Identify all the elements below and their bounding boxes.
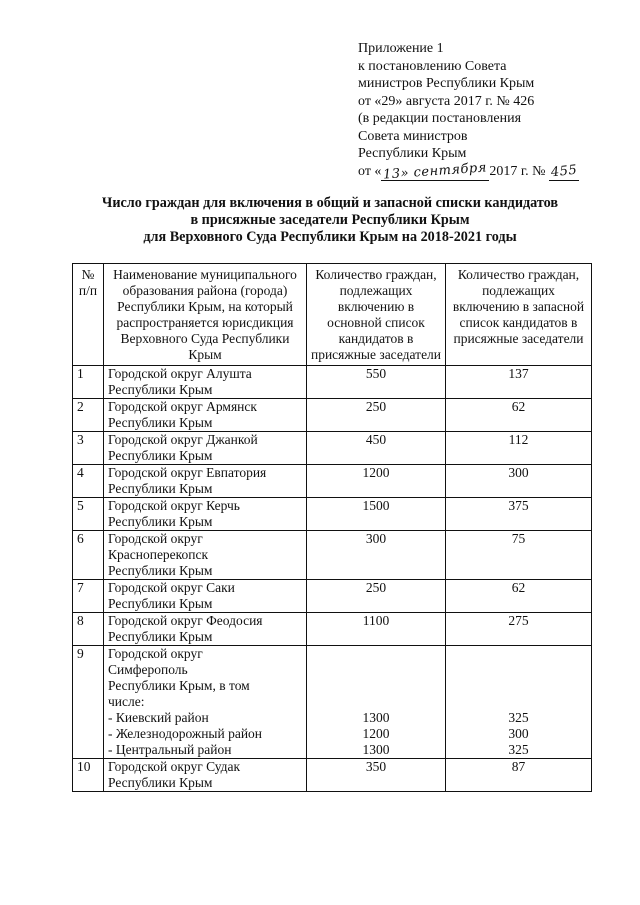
municipality-name-line: Городской округ Джанкой: [108, 432, 258, 447]
main-list-count: [307, 465, 446, 498]
municipality-name-line: Республики Крым: [108, 514, 213, 529]
table-row: [73, 465, 592, 498]
count-value: [310, 662, 442, 678]
reserve-list-count: [446, 465, 592, 498]
main-list-count: [307, 759, 446, 792]
row-number: 9: [73, 646, 104, 759]
table-row: [73, 498, 592, 531]
count-value: 137: [508, 366, 529, 381]
appendix-line: министров Республики Крым: [358, 76, 535, 91]
reserve-list-count: [446, 498, 592, 531]
main-list-count: [307, 366, 446, 399]
row-number: 3: [73, 432, 104, 465]
table-row: [73, 432, 592, 465]
municipality-name: [104, 399, 307, 432]
count-value: 450: [365, 432, 387, 447]
count-value: 300: [365, 531, 387, 546]
municipality-name-line: Республики Крым, в том: [108, 678, 250, 693]
municipality-name-line: Республики Крым: [108, 563, 213, 578]
count-value: [449, 694, 588, 710]
row-number: 4: [73, 465, 104, 498]
table-row: [73, 580, 592, 613]
municipality-name: [104, 580, 307, 613]
count-value: 1200: [362, 465, 390, 480]
handwritten-number: 455: [550, 162, 578, 180]
count-value: [310, 646, 442, 662]
municipality-name-line: Городской округ: [108, 646, 203, 661]
count-value: [449, 662, 588, 678]
municipality-name-line: Республики Крым: [108, 382, 213, 397]
count-value: 1500: [362, 498, 390, 513]
appendix-line: Приложение 1: [358, 41, 444, 56]
municipality-name: [104, 531, 307, 580]
municipality-name-line: Республики Крым: [108, 596, 213, 611]
header-municipality: Наименование муниципального образования района (города) Республики Крым, на который распространяется юрисдикция Верховного Суда Республики Крым: [104, 264, 307, 366]
appendix-line: (в редакции постановления: [358, 111, 522, 126]
main-list-count: [307, 399, 446, 432]
date-suffix: 2017 г. №: [489, 163, 546, 179]
count-value: 275: [508, 613, 529, 628]
municipality-name: [104, 465, 307, 498]
appendix-line: к постановлению Совета: [358, 58, 507, 74]
main-list-count: [307, 498, 446, 531]
count-value: 375: [508, 498, 529, 513]
municipality-name-line: Красноперекопск: [108, 547, 209, 562]
municipality-name-line: Городской округ Саки: [108, 580, 235, 595]
appendix-block: [358, 40, 628, 181]
reserve-list-count: [446, 580, 592, 613]
row-number: 8: [73, 613, 104, 646]
handwritten-date-field: [381, 159, 489, 183]
row-number: 7: [73, 580, 104, 613]
appendix-line: Совета министров: [358, 128, 468, 144]
header-reserve-list: Количество граждан, подлежащих включению в запасной список кандидатов в присяжные заседатели: [446, 264, 592, 366]
municipality-name: [104, 759, 307, 792]
municipality-name-line: Городской округ Судак: [108, 759, 241, 774]
citizens-table: [72, 263, 592, 792]
table-row: [73, 399, 592, 432]
count-value: 112: [508, 432, 529, 447]
table-row: [73, 759, 592, 792]
appendix-date-line: [358, 159, 628, 183]
count-value: 325: [508, 710, 529, 725]
row-number: 1: [73, 366, 104, 399]
count-value: 300: [508, 465, 529, 480]
handwritten-number-field: [549, 163, 579, 182]
handwritten-date: 13» сентября: [383, 159, 488, 183]
count-value: 62: [511, 399, 526, 414]
row-number: 10: [73, 759, 104, 792]
main-list-count: [307, 646, 446, 759]
count-value: 350: [365, 759, 387, 774]
municipality-name: [104, 366, 307, 399]
count-value: [310, 694, 442, 710]
table-row: [73, 531, 592, 580]
municipality-name-line: Городской округ Алушта: [108, 366, 252, 381]
count-value: 75: [511, 531, 526, 546]
count-value: 250: [365, 580, 387, 595]
count-value: 1200: [362, 726, 390, 741]
table-header-row: [73, 264, 592, 366]
reserve-list-count: [446, 759, 592, 792]
municipality-name-line: Городской округ Армянск: [108, 399, 257, 414]
header-main-list: Количество граждан, подлежащих включению в основной список кандидатов в присяжные заседатели: [307, 264, 446, 366]
count-value: 550: [365, 366, 387, 381]
municipality-name-line: Республики Крым: [108, 481, 213, 496]
count-value: [310, 678, 442, 694]
table-row: [73, 646, 592, 759]
count-value: 1100: [362, 613, 390, 628]
municipality-name-line: - Железнодорожный район: [108, 726, 263, 741]
count-value: 300: [508, 726, 529, 741]
count-value: [449, 646, 588, 662]
municipality-name: [104, 432, 307, 465]
municipality-name-line: Симферополь: [108, 662, 188, 677]
municipality-name-line: - Киевский район: [108, 710, 209, 725]
count-value: 87: [511, 759, 526, 774]
count-value: 1300: [362, 742, 390, 757]
municipality-name-line: Республики Крым: [108, 775, 213, 790]
municipality-name-line: Республики Крым: [108, 448, 213, 463]
municipality-name: [104, 646, 307, 759]
count-value: 250: [365, 399, 387, 414]
reserve-list-count: [446, 366, 592, 399]
date-prefix: от «: [358, 163, 382, 179]
municipality-name-line: Республики Крым: [108, 629, 213, 644]
appendix-line: Республики Крым: [358, 146, 467, 161]
municipality-name-line: Городской округ: [108, 531, 203, 546]
count-value: [449, 678, 588, 694]
row-number: 2: [73, 399, 104, 432]
header-number: № п/п: [73, 264, 104, 366]
reserve-list-count: [446, 646, 592, 759]
main-list-count: [307, 580, 446, 613]
appendix-line: от «29» августа 2017 г. № 426: [358, 93, 535, 109]
municipality-name-line: Городской округ Феодосия: [108, 613, 263, 628]
reserve-list-count: [446, 613, 592, 646]
municipality-name-line: числе:: [108, 694, 145, 709]
municipality-name-line: - Центральный район: [108, 742, 232, 757]
title-line: Число граждан для включения в общий и запасной списки кандидатов: [101, 195, 559, 211]
count-value: 1300: [362, 710, 390, 725]
table-body: [73, 366, 592, 792]
municipality-name: [104, 613, 307, 646]
row-number: 6: [73, 531, 104, 580]
title-line: для Верховного Суда Республики Крым на 2018-2021 годы: [143, 229, 517, 245]
municipality-name-line: Городской округ Керчь: [108, 498, 240, 513]
municipality-name: [104, 498, 307, 531]
main-list-count: [307, 432, 446, 465]
count-value: 62: [511, 580, 526, 595]
main-list-count: [307, 531, 446, 580]
municipality-name-line: Республики Крым: [108, 415, 213, 430]
table-row: [73, 613, 592, 646]
document-title: [60, 195, 600, 246]
row-number: 5: [73, 498, 104, 531]
table-row: [73, 366, 592, 399]
reserve-list-count: [446, 531, 592, 580]
count-value: 325: [508, 742, 529, 757]
reserve-list-count: [446, 399, 592, 432]
title-line: в присяжные заседатели Республики Крым: [190, 212, 470, 228]
reserve-list-count: [446, 432, 592, 465]
main-list-count: [307, 613, 446, 646]
municipality-name-line: Городской округ Евпатория: [108, 465, 267, 480]
